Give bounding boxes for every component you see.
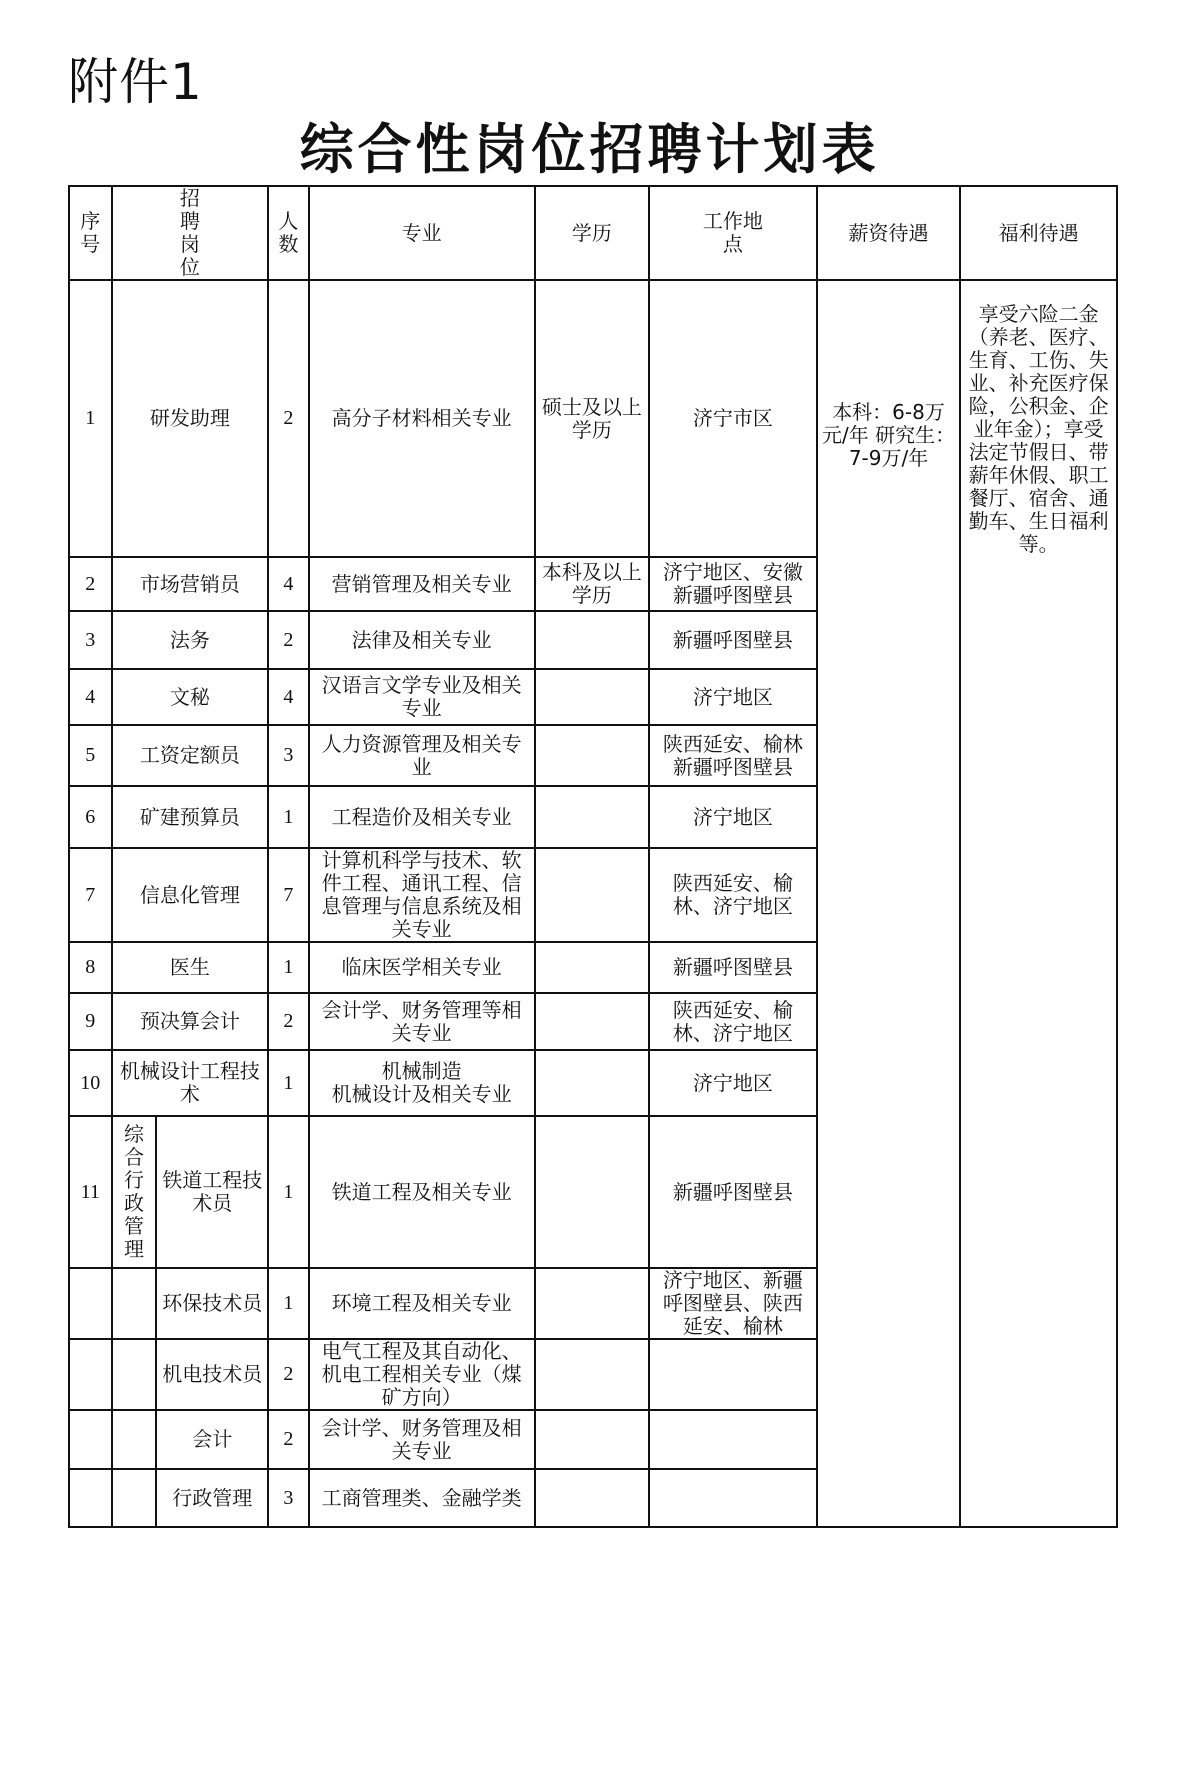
row-no: 5 (69, 725, 112, 786)
header-welfare: 福利待遇 (960, 186, 1117, 280)
row-position: 文秘 (112, 669, 269, 725)
row-position: 会计 (156, 1410, 268, 1469)
row-education (535, 669, 649, 725)
row-group-label: 综合行政管理 (123, 1122, 144, 1261)
table-header-row (69, 186, 1117, 280)
row-education (535, 786, 649, 848)
row-position: 机电技术员 (156, 1339, 268, 1410)
header-major: 专业 (309, 186, 535, 280)
row-no: 7 (69, 848, 112, 942)
row-education (535, 725, 649, 786)
row-major: 高分子材料相关专业 (309, 280, 535, 557)
row-major: 临床医学相关专业 (309, 942, 535, 993)
row-education (535, 942, 649, 993)
row-major: 会计学、财务管理等相关专业 (309, 993, 535, 1050)
row-major: 工商管理类、金融学类 (309, 1469, 535, 1527)
row-major: 法律及相关专业 (309, 611, 535, 669)
row-count: 2 (268, 280, 308, 557)
row-major: 计算机科学与技术、软件工程、通讯工程、信息管理与信息系统及相关专业 (309, 848, 535, 942)
row-major: 环境工程及相关专业 (309, 1268, 535, 1339)
row-major-line: 机械制造 (381, 1059, 462, 1083)
row-position: 预决算会计 (112, 993, 269, 1050)
row-position: 环保技术员 (156, 1268, 268, 1339)
row-count: 1 (268, 1268, 308, 1339)
row-count: 1 (268, 1116, 308, 1268)
row-no: 1 (69, 280, 112, 557)
row-location: 济宁市区 (649, 280, 817, 557)
row-education (535, 1469, 649, 1527)
row-group (112, 1116, 157, 1268)
row-location: 陕西延安、榆林、济宁地区 (649, 993, 817, 1050)
row-education (535, 1050, 649, 1116)
row-location: 济宁地区 (649, 669, 817, 725)
row-no: 2 (69, 557, 112, 611)
row-location: 新疆呼图壁县 (649, 942, 817, 993)
row-position: 工资定额员 (112, 725, 269, 786)
row-major: 工程造价及相关专业 (309, 786, 535, 848)
row-location: 济宁地区、新疆呼图壁县、陕西延安、榆林 (649, 1268, 817, 1339)
row-count: 3 (268, 1469, 308, 1527)
row-education (535, 1410, 649, 1469)
row-major: 铁道工程及相关专业 (309, 1116, 535, 1268)
row-education: 硕士及以上学历 (535, 280, 649, 557)
row-no: 8 (69, 942, 112, 993)
row-major (309, 1050, 535, 1116)
row-position: 行政管理 (156, 1469, 268, 1527)
header-location: 工作地点 (649, 186, 817, 280)
row-count: 7 (268, 848, 308, 942)
row-position: 铁道工程技术员 (156, 1116, 268, 1268)
row-group (112, 1469, 157, 1527)
row-position: 医生 (112, 942, 269, 993)
row-count: 1 (268, 1050, 308, 1116)
row-group (112, 1268, 157, 1339)
salary-cell: 本科：6-8万元/年 研究生：7-9万/年 (817, 280, 960, 1527)
row-location (649, 1410, 817, 1469)
row-location: 济宁地区 (649, 786, 817, 848)
row-education (535, 993, 649, 1050)
row-count: 2 (268, 611, 308, 669)
row-position: 研发助理 (112, 280, 269, 557)
header-education: 学历 (535, 186, 649, 280)
row-major: 汉语言文学专业及相关专业 (309, 669, 535, 725)
recruitment-plan-table (68, 185, 1118, 1528)
row-location: 新疆呼图壁县 (649, 1116, 817, 1268)
row-education (535, 848, 649, 942)
row-count: 3 (268, 725, 308, 786)
row-no: 4 (69, 669, 112, 725)
row-group (112, 1339, 157, 1410)
row-no: 10 (69, 1050, 112, 1116)
row-major: 营销管理及相关专业 (309, 557, 535, 611)
row-major: 电气工程及其自动化、机电工程相关专业（煤矿方向） (309, 1339, 535, 1410)
row-major: 会计学、财务管理及相关专业 (309, 1410, 535, 1469)
row-location: 济宁地区、安徽新疆呼图壁县 (649, 557, 817, 611)
row-count: 2 (268, 1339, 308, 1410)
table-row (69, 280, 1117, 557)
row-education (535, 1339, 649, 1410)
attachment-label: 附件1 (68, 53, 203, 111)
row-position: 法务 (112, 611, 269, 669)
row-location: 济宁地区 (649, 1050, 817, 1116)
row-no (69, 1339, 112, 1410)
row-position: 市场营销员 (112, 557, 269, 611)
header-position: 招聘岗位 (112, 186, 269, 280)
row-major: 人力资源管理及相关专业 (309, 725, 535, 786)
header-no: 序号 (69, 186, 112, 280)
row-location: 陕西延安、榆林、济宁地区 (649, 848, 817, 942)
row-count: 1 (268, 942, 308, 993)
row-count: 1 (268, 786, 308, 848)
row-no: 11 (69, 1116, 112, 1268)
row-count: 2 (268, 1410, 308, 1469)
row-position: 信息化管理 (112, 848, 269, 942)
row-group (112, 1410, 157, 1469)
row-location (649, 1339, 817, 1410)
row-no (69, 1410, 112, 1469)
row-education (535, 611, 649, 669)
row-count: 4 (268, 557, 308, 611)
row-count: 2 (268, 993, 308, 1050)
row-position: 机械设计工程技术 (112, 1050, 269, 1116)
row-location: 新疆呼图壁县 (649, 611, 817, 669)
row-education (535, 1116, 649, 1268)
page-title: 综合性岗位招聘计划表 (299, 118, 880, 181)
row-major-line: 机械设计及相关专业 (331, 1082, 512, 1106)
header-count: 人数 (268, 186, 308, 280)
row-no: 3 (69, 611, 112, 669)
row-location (649, 1469, 817, 1527)
row-location: 陕西延安、榆林新疆呼图壁县 (649, 725, 817, 786)
row-no: 6 (69, 786, 112, 848)
header-salary: 薪资待遇 (817, 186, 960, 280)
row-education (535, 1268, 649, 1339)
row-no (69, 1469, 112, 1527)
row-position: 矿建预算员 (112, 786, 269, 848)
row-no: 9 (69, 993, 112, 1050)
row-no (69, 1268, 112, 1339)
welfare-cell: 享受六险二金（养老、医疗、生育、工伤、失业、补充医疗保险，公积金、企业年金）；享受法定节假日、带薪年休假、职工餐厅、宿舍、通勤车、生日福利等。 (960, 280, 1117, 1527)
row-count: 4 (268, 669, 308, 725)
row-education: 本科及以上学历 (535, 557, 649, 611)
